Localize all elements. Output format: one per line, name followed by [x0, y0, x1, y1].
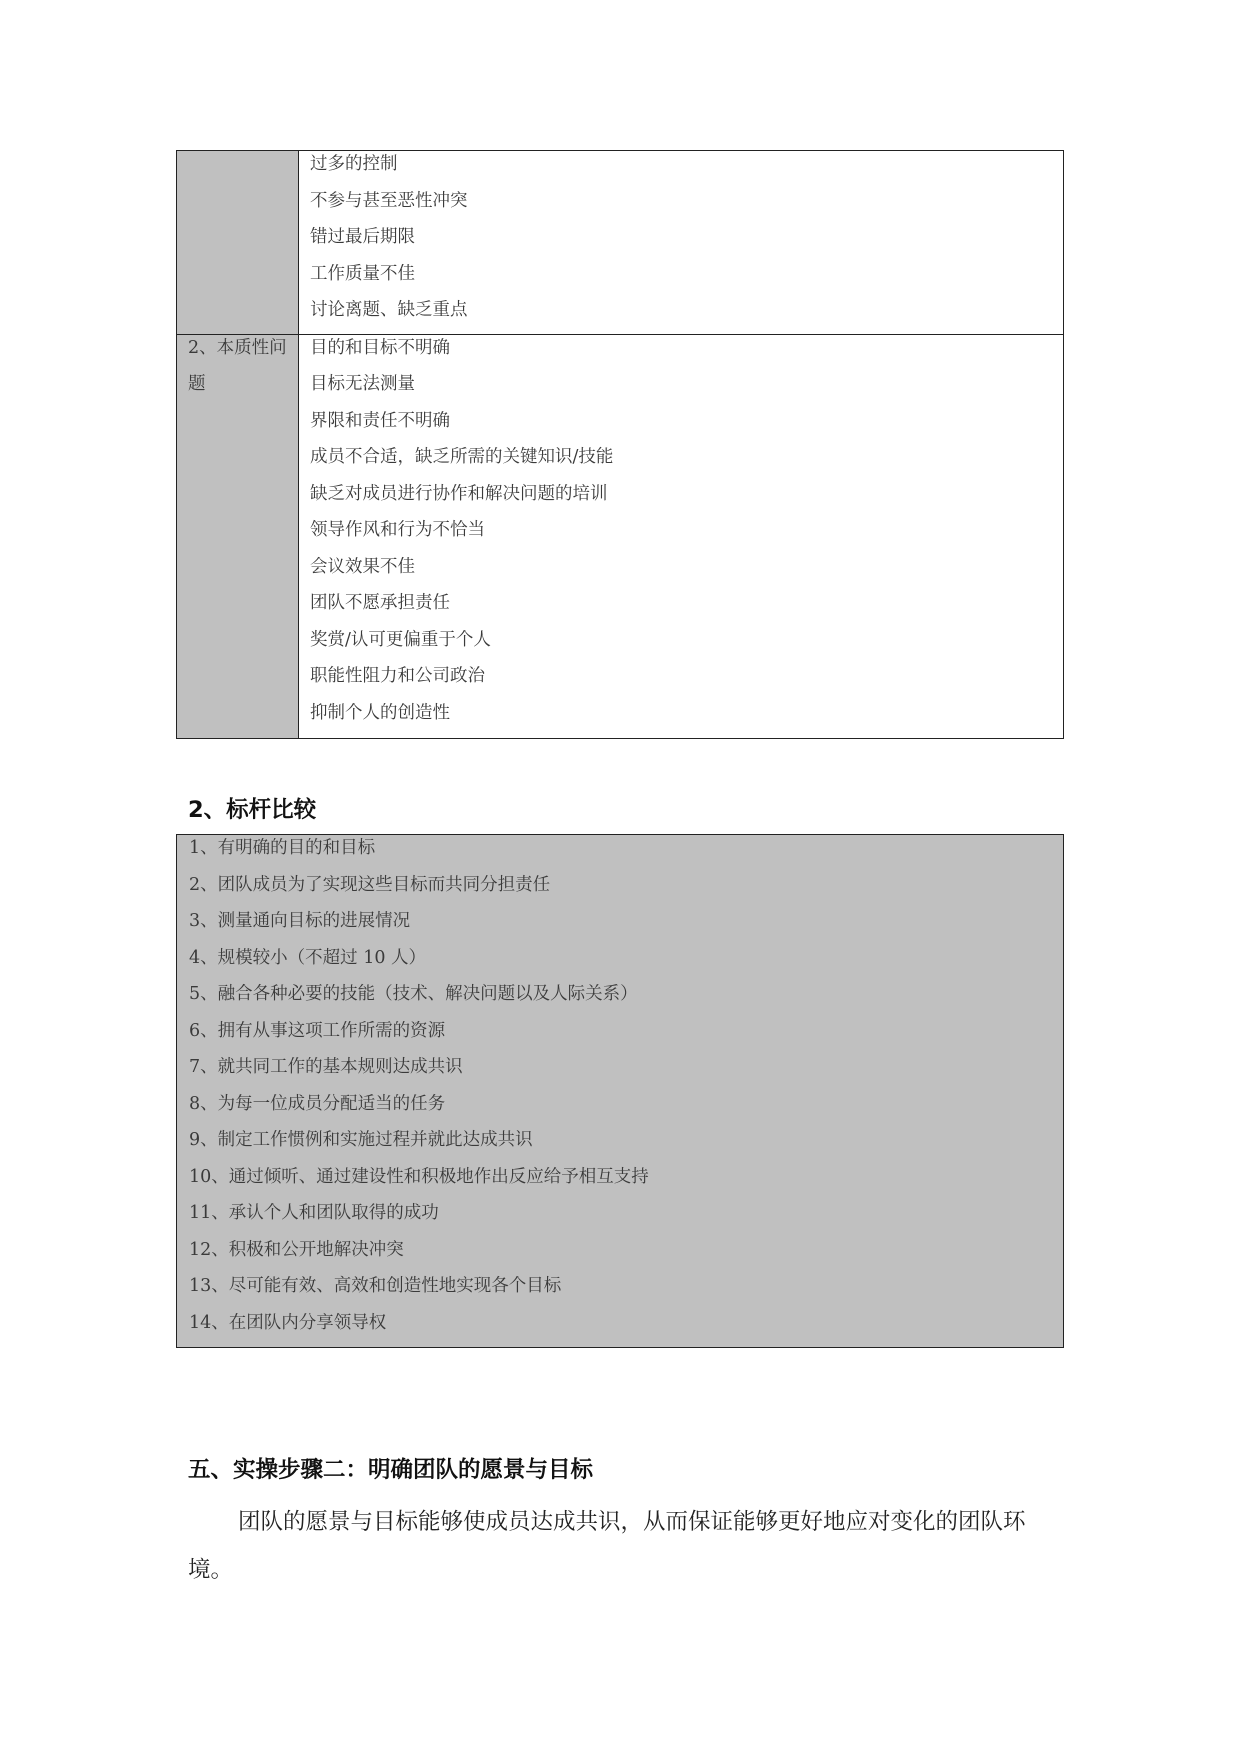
list-item: 4、规模较小（不超过 10 人） — [189, 947, 427, 968]
list-item: 错过最后期限 — [310, 227, 415, 247]
list-item: 12、积极和公开地解决冲突 — [189, 1239, 404, 1260]
list-item: 目标无法测量 — [310, 374, 415, 394]
list-item: 1、有明确的目的和目标 — [189, 838, 376, 858]
list-item: 11、承认个人和团队取得的成功 — [189, 1203, 439, 1223]
table-row — [177, 334, 1064, 738]
list-item: 13、尽可能有效、高效和创造性地实现各个目标 — [189, 1276, 562, 1296]
list-item: 抑制个人的创造性 — [310, 702, 450, 723]
table-row — [177, 151, 1064, 335]
list-item: 工作质量不佳 — [310, 263, 415, 284]
list-item: 14、在团队内分享领导权 — [189, 1312, 387, 1333]
list-item: 团队不愿承担责任 — [310, 593, 450, 613]
list-item: 会议效果不佳 — [310, 556, 415, 577]
list-item: 职能性阻力和公司政治 — [310, 666, 485, 686]
list-item: 6、拥有从事这项工作所需的资源 — [189, 1020, 446, 1041]
list-item: 讨论离题、缺乏重点 — [310, 300, 468, 320]
list-item: 8、为每一位成员分配适当的任务 — [189, 1093, 446, 1114]
category-cell — [177, 334, 299, 738]
list-item: 不参与甚至恶性冲突 — [310, 190, 468, 211]
benchmark-box — [176, 834, 1064, 1348]
paragraph-text: 团队的愿景与目标能够使成员达成共识，从而保证能够更好地应对变化的团队环境。 — [188, 1509, 1026, 1583]
list-item: 9、制定工作惯例和实施过程并就此达成共识 — [189, 1130, 533, 1150]
category-label: 2、本质性问 — [188, 337, 287, 358]
list-item: 2、团队成员为了实现这些目标而共同分担责任 — [189, 874, 551, 895]
problems-table — [176, 150, 1064, 739]
list-item: 3、测量通向目标的进展情况 — [189, 911, 411, 931]
list-item: 成员不合适，缺乏所需的关键知识/技能 — [310, 447, 614, 467]
list-item: 7、就共同工作的基本规则达成共识 — [189, 1057, 463, 1077]
section-heading: 2、标杆比较 — [188, 797, 317, 823]
category-label: 题 — [188, 374, 206, 394]
list-item: 缺乏对成员进行协作和解决问题的培训 — [310, 483, 608, 504]
list-item: 界限和责任不明确 — [310, 410, 450, 431]
list-item: 目的和目标不明确 — [310, 337, 450, 358]
list-item: 奖赏/认可更偏重于个人 — [310, 629, 491, 650]
list-item: 5、融合各种必要的技能（技术、解决问题以及人际关系） — [189, 984, 638, 1004]
list-item: 过多的控制 — [310, 154, 398, 174]
section-heading: 五、实操步骤二：明确团队的愿景与目标 — [188, 1457, 594, 1483]
items-cell — [299, 151, 1064, 335]
list-item: 领导作风和行为不恰当 — [310, 520, 485, 540]
category-cell — [177, 151, 299, 335]
items-cell — [299, 334, 1064, 738]
list-item: 10、通过倾听、通过建设性和积极地作出反应给予相互支持 — [189, 1166, 649, 1187]
body-paragraph — [188, 1498, 1058, 1594]
